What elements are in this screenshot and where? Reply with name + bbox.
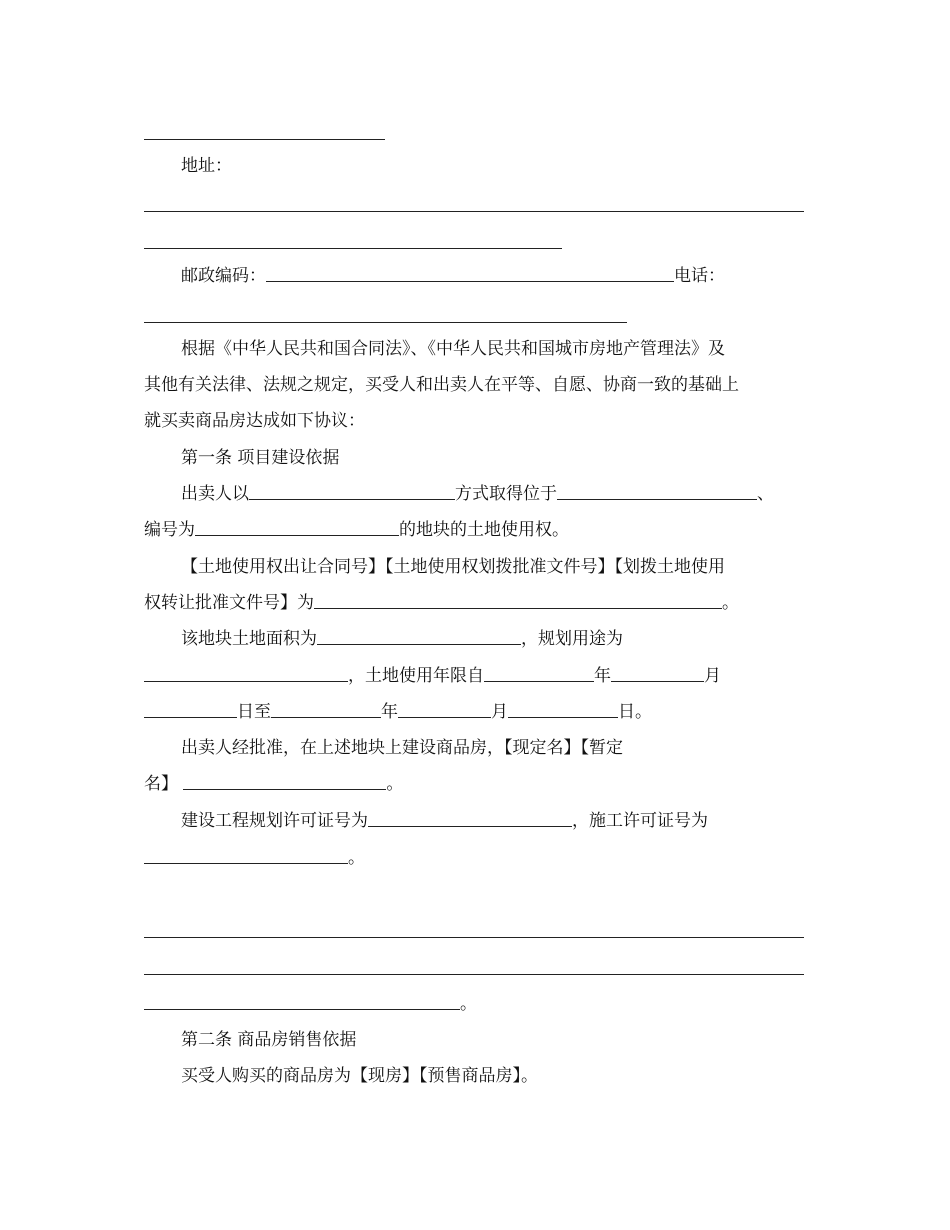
art1-line-9: 名】 。 <box>144 774 404 794</box>
art1-line-3: 【土地使用权出让合同号】【土地使用权划拨批准文件号】【划拨土地使用 <box>181 557 725 577</box>
address-label: 地址： <box>181 156 232 176</box>
article-1-heading: 第一条 项目建设依据 <box>181 448 340 468</box>
construction-permit-blank[interactable] <box>144 847 348 864</box>
start-day-blank[interactable] <box>144 701 237 718</box>
preamble-line-3: 就买卖商品房达成如下协议： <box>144 411 365 431</box>
end-month-blank[interactable] <box>398 701 491 718</box>
location-blank[interactable] <box>557 483 757 500</box>
art1-line-5: 该地块土地面积为 ，规划用途为 <box>181 629 623 649</box>
art1-line-8: 出卖人经批准，在上述地块上建设商品房，【现定名】【暂定 <box>181 738 623 758</box>
end-year-blank[interactable] <box>271 701 381 718</box>
art1-line-4: 权转让批准文件号】为 。 <box>144 593 739 613</box>
art1-line-1: 出卖人以 方式取得位于 、 <box>181 484 774 504</box>
blank-line[interactable] <box>144 937 804 938</box>
contract-number-blank[interactable] <box>314 592 722 609</box>
art2-line-1: 买受人购买的商品房为【现房】【预售商品房】。 <box>181 1066 538 1086</box>
art1-line-7: 日至 年 月 日。 <box>144 700 652 724</box>
phone-blank-line[interactable] <box>144 322 627 323</box>
blank-line[interactable] <box>144 139 385 140</box>
blank-line[interactable] <box>144 974 804 975</box>
acquisition-method-blank[interactable] <box>249 483 455 500</box>
address-blank-line-1[interactable] <box>144 211 804 212</box>
start-year-blank[interactable] <box>484 665 594 682</box>
start-month-blank[interactable] <box>611 665 704 682</box>
preamble-line-1: 根据《中华人民共和国合同法》、《中华人民共和国城市房地产管理法》及 <box>181 339 725 359</box>
planning-permit-blank[interactable] <box>368 810 572 827</box>
plot-number-blank[interactable] <box>195 519 399 536</box>
end-day-blank[interactable] <box>508 701 618 718</box>
art1-line-11: 。 <box>144 846 365 870</box>
address-blank-line-2[interactable] <box>144 248 562 249</box>
art1-line-14: 。 <box>144 992 477 1016</box>
planned-use-blank[interactable] <box>144 665 348 682</box>
article-2-heading: 第二条 商品房销售依据 <box>181 1030 357 1050</box>
land-area-blank[interactable] <box>317 628 521 645</box>
blank-line[interactable] <box>144 993 460 1010</box>
art1-line-6: ，土地使用年限自 年 月 <box>144 664 721 688</box>
project-name-blank[interactable] <box>183 773 386 790</box>
postal-code-blank[interactable] <box>266 265 674 282</box>
postal-phone-line: 邮政编码： 电话： <box>181 266 725 286</box>
art1-line-2: 编号为 的地块的土地使用权。 <box>144 520 569 540</box>
preamble-line-2: 其他有关法律、法规之规定，买受人和出卖人在平等、自愿、协商一致的基础上 <box>144 375 739 395</box>
art1-line-10: 建设工程规划许可证号为 ，施工许可证号为 <box>181 811 708 831</box>
